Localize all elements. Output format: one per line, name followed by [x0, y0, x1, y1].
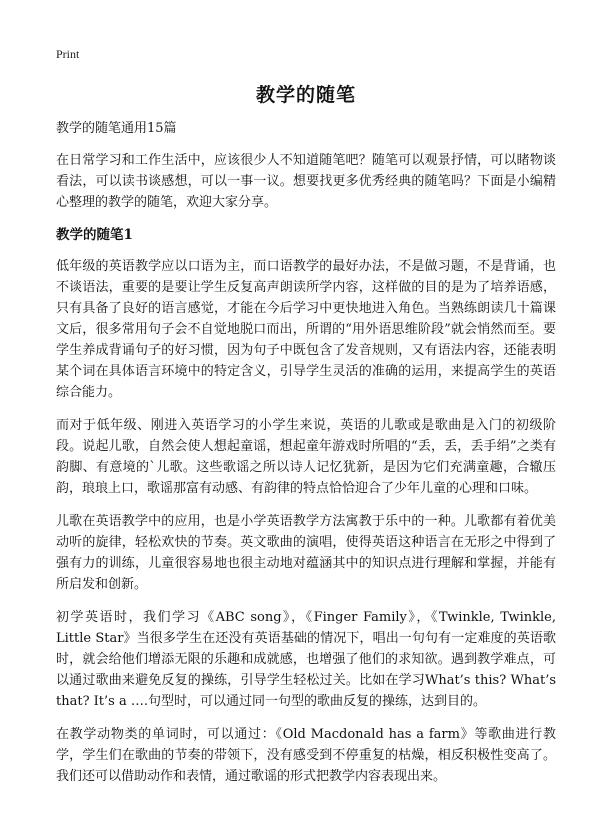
body-paragraph-2: 而对于低年级、刚进入英语学习的小学生来说，英语的儿歌或是歌曲是入门的初级阶段。说起儿歌，自然会使人想起童谣，想起童年游戏时所唱的“丢，丢，丢手绢”之类有韵脚、有意境的`儿歌。这些歌谣之所以诗人记忆犹新，是因为它们充满童趣，合辙压韵，琅琅上口，歌谣那富有动感、有韵律的特点恰恰迎合了少年儿童的心理和口味。 [56, 418, 556, 496]
article-body [56, 118, 556, 799]
body-paragraph-3: 儿歌在英语教学中的应用，也是小学英语教学方法寓教于乐中的一种。儿歌都有着优美动听的旋律，轻松欢快的节奏。英文歌曲的演唱，使得英语这种语言在无形之中得到了强有力的训练，儿童很容易地也很主动地对蕴涵其中的知识点进行理解和掌握，并能有所启发和创新。 [56, 514, 556, 592]
article-subtitle: 教学的随笔通用15篇 [56, 121, 177, 136]
page-title: 教学的随笔 [255, 84, 356, 106]
print-link[interactable]: Print [56, 47, 80, 61]
section-heading: 教学的随笔1 [56, 227, 133, 243]
intro-paragraph: 在日常学习和工作生活中，应该很少人不知道随笔吧？随笔可以观景抒情，可以睹物谈看法，可以读书谈感想，可以一事一议。想要找更多优秀经典的随笔吗？下面是小编精心整理的教学的随笔，欢迎大家分享。 [56, 153, 556, 210]
body-paragraph-1: 低年级的英语教学应以口语为主，而口语教学的最好办法，不是做习题，不是背诵，也不谈语法，重要的是要让学生反复高声朗读所学内容，这样做的目的是为了培养语感，只有具备了良好的语言感觉，才能在今后学习中更快地进入角色。当熟练朗读几十篇课文后，很多常用句子会不自觉地脱口而出，所谓的“用外语思维阶段”就会悄然而至。要学生养成背诵句子的好习惯，因为句子中既包含了发音规则，又有语法内容，还能表明某个词在具体语言环境中的特定含义，引导学生灵活的准确的运用，来提高学生的英语综合能力。 [56, 259, 556, 400]
body-paragraph-5: 在教学动物类的单词时，可以通过：《Old Macdonald has a farm》等歌曲进行教学，学生们在歌曲的节奏的带领下，没有感受到不停重复的枯燥，相反积极性变高了。我们还可以借助动作和表情，通过歌谣的形式把教学内容表现出来。 [56, 727, 556, 784]
body-paragraph-4: 初学英语时，我们学习《ABC song》，《Finger Family》，《Twinkle, Twinkle, Little Star》当很多学生在还没有英语基础的情况下，唱出一句句有一定难度的英语歌时，就会给他们增添无限的乐趣和成就感，也增强了他们的求知欲。遇到教学难点，可以通过歌曲来避免反复的操练，引导学生轻松过关。比如在学习What’s this? What’s that? It’s a ….句型时，可以通过同一句型的歌曲反复的操练，达到目的。 [56, 610, 556, 709]
